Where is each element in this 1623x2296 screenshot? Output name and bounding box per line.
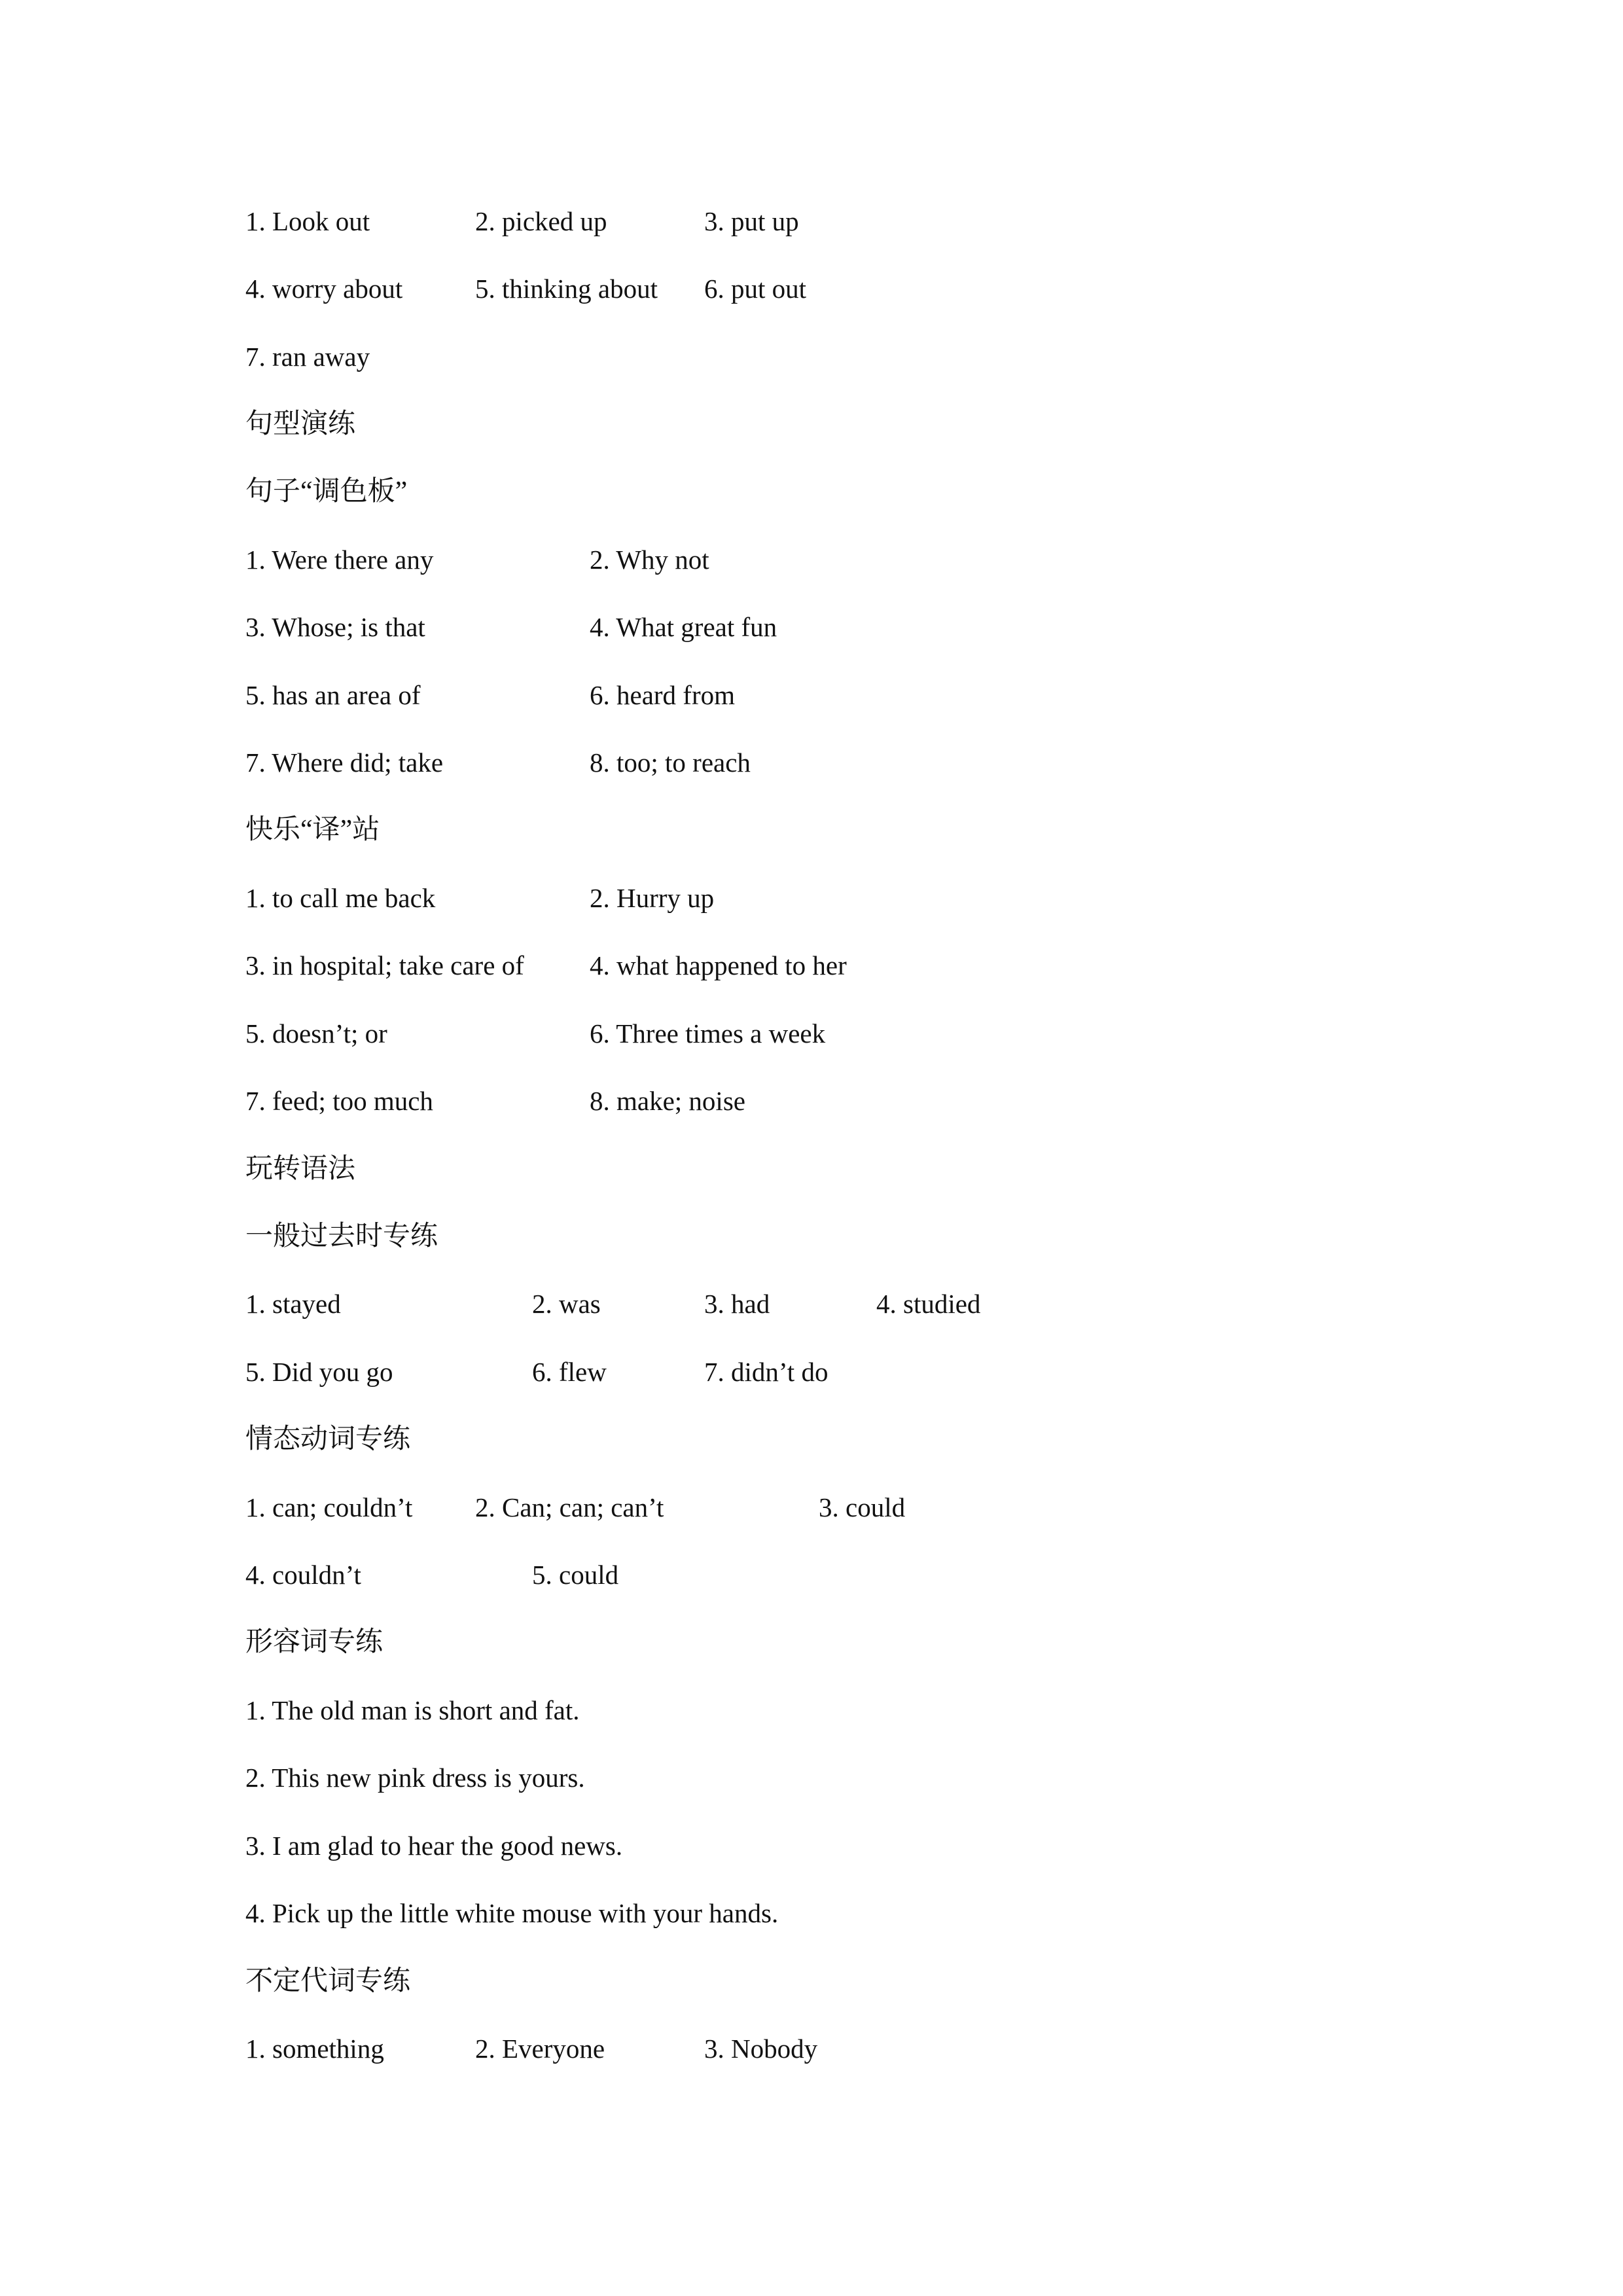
translation-answer: 6. Three times a week [590,1018,826,1049]
translation-answer: 8. make; noise [590,1086,745,1116]
palette-answer: 7. Where did; take [245,747,444,778]
modal-verbs-answer: 3. could [819,1492,906,1522]
indefinite-pronoun-answer: 2. Everyone [475,2034,605,2064]
modal-verbs-answer: 5. could [532,1560,619,1590]
translation-answer: 3. in hospital; take care of [245,950,524,980]
phrase-answer: 3. put up [704,206,799,236]
past-tense-answer: 4. studied [876,1289,981,1319]
palette-answer: 8. too; to reach [590,747,751,778]
past-tense-answer: 2. was [532,1289,601,1319]
phrase-answer: 1. Look out [245,206,370,236]
past-tense-answer: 5. Did you go [245,1357,393,1387]
answer-key-page: 1. Look out 2. picked up 3. put up 4. worry about 5. thinking about 6. put out 7. ran away 句型演练 句子“调色板” 1. Were there any 2. Why not 3. Whose; is that 4. What great fun 5. has an area of 6. heard from 7. Where did; take 8. too; to reach 快乐“译”站 1. to call me back 2. Hurry up 3. in hospital; take care of 4. what happened to her 5. doesn’t; or 6. Three times a week 7. feed; too much 8. make; noise 玩转语法 一般过去时专练 1. stayed 2. was 3. had 4. studied 5. Did you go 6. flew 7. didn’t do 情态动词专练 1. can; couldn’t 2. Can; can; can’t 3. could 4. couldn’t 5. could 形容词专练 1. The old man is short and fat. 2. This new pink dress is yours. 3. I am glad to hear the good news. 4. Pick up the little white mouse with your hands. 不定代词专练 1. something 2. Everyone 3. Nobody [0,0,1623,2296]
palette-answer: 4. What great fun [590,612,777,642]
modal-verbs-answer: 2. Can; can; can’t [475,1492,664,1522]
palette-answer: 3. Whose; is that [245,612,425,642]
past-tense-answer: 6. flew [532,1357,607,1387]
phrase-answer: 4. worry about [245,274,403,304]
past-tense-answer: 3. had [704,1289,770,1319]
palette-answer: 2. Why not [590,545,709,575]
palette-answer: 1. Were there any [245,545,434,575]
modal-verbs-answer: 1. can; couldn’t [245,1492,413,1522]
translation-answer: 2. Hurry up [590,883,715,913]
phrase-answer: 5. thinking about [475,274,658,304]
past-tense-answer: 1. stayed [245,1289,341,1319]
phrase-answer: 7. ran away [245,342,370,372]
phrase-answer: 2. picked up [475,206,607,236]
palette-answer: 6. heard from [590,680,735,710]
translation-answer: 5. doesn’t; or [245,1018,387,1049]
indefinite-pronoun-answer: 3. Nobody [704,2034,818,2064]
translation-answer: 1. to call me back [245,883,436,913]
past-tense-answer: 7. didn’t do [704,1357,829,1387]
indefinite-pronoun-answer: 1. something [245,2034,384,2064]
modal-verbs-answer: 4. couldn’t [245,1560,361,1590]
phrase-answer: 6. put out [704,274,807,304]
translation-answer: 7. feed; too much [245,1086,433,1116]
palette-answer: 5. has an area of [245,680,421,710]
translation-answer: 4. what happened to her [590,950,847,980]
